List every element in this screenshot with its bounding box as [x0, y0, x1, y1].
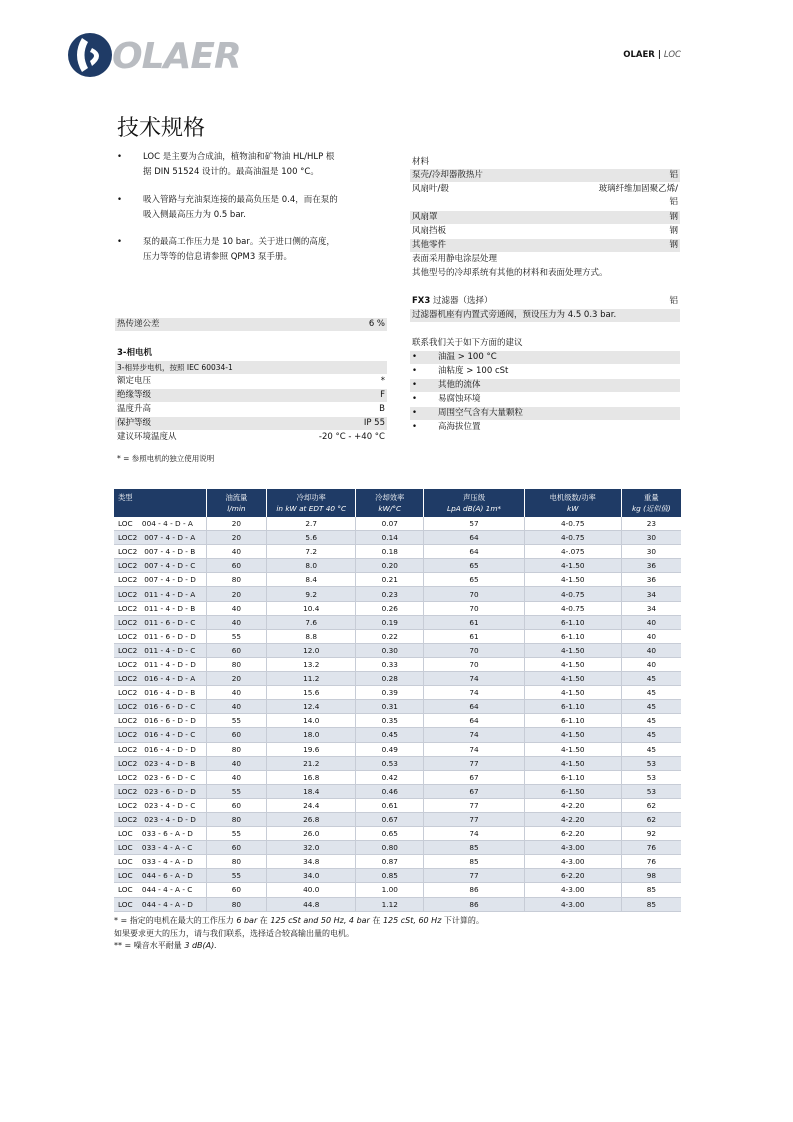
table-cell: 80: [206, 573, 267, 587]
table-cell: 0.65: [356, 827, 424, 841]
col-header-sound: 声压级 LpA dB(A) 1m*: [424, 489, 524, 517]
table-cell: 45: [621, 686, 681, 700]
table-cell: LOC2 023 - 4 - D - B: [114, 756, 206, 770]
table-row: [114, 869, 681, 883]
table-cell: 45: [621, 672, 681, 686]
motor-note: * = 参照电机的独立使用说明: [117, 454, 215, 463]
table-cell: 62: [621, 812, 681, 826]
table-row: [114, 742, 681, 756]
table-cell: 40: [621, 629, 681, 643]
table-cell: LOC2 011 - 6 - D - D: [114, 629, 206, 643]
page-title: 技术规格: [117, 116, 206, 141]
table-cell: 65: [424, 573, 524, 587]
footnote-2: 如果要求更大的压力，请与我们联系，选择适合较高输出量的电机。: [114, 929, 354, 938]
table-cell: LOC2 016 - 4 - D - C: [114, 728, 206, 742]
table-cell: 70: [424, 601, 524, 615]
table-cell: LOC2 011 - 4 - D - A: [114, 587, 206, 601]
table-cell: 44.8: [267, 897, 356, 911]
motor-subtitle: 3-相异步电机，按照 IEC 60034-1: [115, 361, 387, 374]
table-cell: 32.0: [267, 841, 356, 855]
table-cell: 45: [621, 714, 681, 728]
table-cell: LOC2 016 - 6 - D - D: [114, 714, 206, 728]
table-cell: 34: [621, 587, 681, 601]
table-row: [114, 756, 681, 770]
table-cell: 4-2.20: [524, 812, 621, 826]
heat-transfer-row: 热传递公差 6 %: [117, 319, 385, 329]
table-cell: 45: [621, 728, 681, 742]
table-cell: LOC2 016 - 4 - D - D: [114, 742, 206, 756]
table-cell: 0.28: [356, 672, 424, 686]
table-cell: 61: [424, 629, 524, 643]
table-row: [114, 657, 681, 671]
table-cell: 60: [206, 728, 267, 742]
table-cell: 6-2.20: [524, 827, 621, 841]
table-cell: LOC2 011 - 6 - D - C: [114, 615, 206, 629]
table-cell: LOC2 007 - 4 - D - D: [114, 573, 206, 587]
table-cell: 80: [206, 812, 267, 826]
table-cell: 92: [621, 827, 681, 841]
table-cell: 0.23: [356, 587, 424, 601]
header-brand: OLAER | LOC: [623, 50, 681, 60]
table-cell: 40: [206, 545, 267, 559]
table-cell: 74: [424, 742, 524, 756]
materials-row: 风扇罩 钢: [412, 212, 678, 222]
table-row: [114, 841, 681, 855]
table-cell: 34.0: [267, 869, 356, 883]
motor-row: 绝缘等级 F: [117, 390, 385, 400]
materials-title: 材料: [412, 157, 430, 167]
table-cell: 26.8: [267, 812, 356, 826]
table-cell: 0.22: [356, 629, 424, 643]
table-cell: 0.33: [356, 657, 424, 671]
table-cell: 12.4: [267, 700, 356, 714]
table-row: [114, 686, 681, 700]
table-cell: LOC 033 - 4 - A - C: [114, 841, 206, 855]
table-cell: LOC2 016 - 6 - D - C: [114, 700, 206, 714]
table-body: [114, 517, 681, 911]
table-cell: 55: [206, 869, 267, 883]
materials-row: 风扇挡板 钢: [412, 226, 678, 236]
footnote-1: * = 指定的电机在最大的工作压力 6 bar 在 125 cSt and 50 Hz, 4 bar 在 125 cSt, 60 Hz 下计算的。: [114, 916, 484, 925]
table-row: [114, 784, 681, 798]
surface-note: 其他型号的冷却系统有其他的材料和表面处理方式。: [412, 268, 608, 278]
table-cell: 60: [206, 841, 267, 855]
motor-row: 保护等级 IP 55: [117, 418, 385, 428]
table-cell: LOC2 007 - 4 - D - A: [114, 531, 206, 545]
table-cell: 4-0.75: [524, 601, 621, 615]
table-row: [114, 700, 681, 714]
table-cell: 4-1.50: [524, 742, 621, 756]
table-cell: 4-1.50: [524, 686, 621, 700]
table-row: [114, 883, 681, 897]
table-cell: 11.2: [267, 672, 356, 686]
table-cell: 0.85: [356, 869, 424, 883]
table-row: [114, 672, 681, 686]
table-cell: 34.8: [267, 855, 356, 869]
table-row: [114, 827, 681, 841]
table-cell: 23: [621, 517, 681, 531]
table-cell: 0.19: [356, 615, 424, 629]
col-header-type: 类型: [114, 489, 206, 517]
table-row: [114, 559, 681, 573]
fx3-filter-row: FX3 过滤器（选择） 铝: [412, 296, 678, 306]
table-cell: 85: [424, 841, 524, 855]
table-cell: 0.30: [356, 643, 424, 657]
table-cell: 45: [621, 742, 681, 756]
table-cell: 62: [621, 798, 681, 812]
table-cell: 61: [424, 615, 524, 629]
contact-item: • 周围空气含有大量颗粒: [410, 407, 680, 420]
table-cell: 80: [206, 897, 267, 911]
table-cell: 0.61: [356, 798, 424, 812]
table-cell: 21.2: [267, 756, 356, 770]
table-cell: 4-1.50: [524, 643, 621, 657]
table-cell: 80: [206, 742, 267, 756]
contact-item: • 油粘度 > 100 cSt: [412, 366, 509, 376]
table-row: [114, 897, 681, 911]
table-cell: 64: [424, 714, 524, 728]
table-cell: 0.67: [356, 812, 424, 826]
table-cell: 55: [206, 784, 267, 798]
table-cell: LOC2 007 - 4 - D - C: [114, 559, 206, 573]
table-cell: 0.39: [356, 686, 424, 700]
table-cell: 86: [424, 897, 524, 911]
table-cell: 0.80: [356, 841, 424, 855]
table-cell: 0.35: [356, 714, 424, 728]
table-cell: 0.49: [356, 742, 424, 756]
table-cell: 40: [206, 601, 267, 615]
col-header-efficiency: 冷却效率 kW/°C: [356, 489, 424, 517]
table-cell: 53: [621, 784, 681, 798]
table-cell: 53: [621, 770, 681, 784]
table-cell: 4-0.75: [524, 587, 621, 601]
materials-row: 其他零件 钢: [412, 240, 678, 250]
table-cell: 64: [424, 531, 524, 545]
table-cell: 4-2.20: [524, 798, 621, 812]
table-cell: 67: [424, 784, 524, 798]
table-cell: LOC2 011 - 4 - D - D: [114, 657, 206, 671]
table-cell: 10.4: [267, 601, 356, 615]
table-row: [114, 601, 681, 615]
table-cell: 77: [424, 798, 524, 812]
table-cell: 70: [424, 587, 524, 601]
table-cell: 45: [621, 700, 681, 714]
table-cell: 14.0: [267, 714, 356, 728]
table-cell: 53: [621, 756, 681, 770]
table-cell: 8.8: [267, 629, 356, 643]
table-cell: 60: [206, 798, 267, 812]
table-cell: 74: [424, 827, 524, 841]
table-cell: 6-1.10: [524, 700, 621, 714]
table-row: [114, 587, 681, 601]
table-cell: 15.6: [267, 686, 356, 700]
materials-row: 风扇叶/毂 玻璃纤维加固聚乙烯/: [412, 184, 678, 194]
table-cell: 1.12: [356, 897, 424, 911]
table-cell: 85: [621, 883, 681, 897]
table-cell: 77: [424, 756, 524, 770]
table-cell: 60: [206, 883, 267, 897]
table-cell: 0.07: [356, 517, 424, 531]
table-cell: 4-1.50: [524, 657, 621, 671]
table-cell: 4-3.00: [524, 897, 621, 911]
table-cell: 4-0.75: [524, 517, 621, 531]
table-cell: 7.2: [267, 545, 356, 559]
table-cell: 8.0: [267, 559, 356, 573]
col-header-motor: 电机级数/功率 kW: [524, 489, 621, 517]
table-cell: 6-1.10: [524, 629, 621, 643]
table-cell: 4-.075: [524, 545, 621, 559]
table-cell: 55: [206, 629, 267, 643]
table-cell: 18.0: [267, 728, 356, 742]
table-cell: 64: [424, 700, 524, 714]
logo-wordmark: OLAER: [112, 36, 241, 77]
table-cell: 19.6: [267, 742, 356, 756]
table-cell: 40: [206, 686, 267, 700]
table-cell: LOC2 011 - 4 - D - C: [114, 643, 206, 657]
table-cell: 36: [621, 573, 681, 587]
table-cell: LOC 004 - 4 - D - A: [114, 517, 206, 531]
table-cell: 7.6: [267, 615, 356, 629]
table-cell: LOC2 016 - 4 - D - B: [114, 686, 206, 700]
table-cell: 80: [206, 657, 267, 671]
table-row: [114, 545, 681, 559]
table-cell: LOC 044 - 4 - A - D: [114, 897, 206, 911]
table-cell: 74: [424, 728, 524, 742]
table-cell: 26.0: [267, 827, 356, 841]
table-cell: 1.00: [356, 883, 424, 897]
table-cell: 0.87: [356, 855, 424, 869]
table-cell: 40: [621, 657, 681, 671]
table-cell: 34: [621, 601, 681, 615]
table-cell: LOC 033 - 6 - A - D: [114, 827, 206, 841]
table-cell: LOC 044 - 4 - A - C: [114, 883, 206, 897]
contact-item: • 油温 > 100 °C: [410, 351, 680, 364]
table-header-row: [114, 489, 681, 517]
table-cell: 40: [206, 615, 267, 629]
table-cell: 4-0.75: [524, 531, 621, 545]
motor-row: 建议环境温度从 -20 °C - +40 °C: [117, 432, 385, 442]
table-cell: 40: [206, 756, 267, 770]
table-cell: 64: [424, 545, 524, 559]
table-cell: 55: [206, 827, 267, 841]
table-row: [114, 714, 681, 728]
table-cell: 4-1.50: [524, 573, 621, 587]
table-cell: LOC2 023 - 4 - D - C: [114, 798, 206, 812]
table-cell: 30: [621, 531, 681, 545]
contact-item: • 高海拔位置: [412, 422, 481, 432]
table-cell: LOC2 016 - 4 - D - A: [114, 672, 206, 686]
motor-row: 额定电压 *: [117, 376, 385, 386]
table-cell: LOC 044 - 6 - A - D: [114, 869, 206, 883]
table-cell: 16.8: [267, 770, 356, 784]
table-cell: 74: [424, 686, 524, 700]
spec-table: [114, 489, 681, 912]
table-cell: 0.45: [356, 728, 424, 742]
table-cell: 0.20: [356, 559, 424, 573]
col-header-cooling-power: 冷却功率 in kW at EDT 40 °C: [267, 489, 356, 517]
table-cell: LOC2 023 - 6 - D - D: [114, 784, 206, 798]
table-cell: 4-1.50: [524, 728, 621, 742]
table-cell: 36: [621, 559, 681, 573]
motor-row: 温度升高 B: [117, 404, 385, 414]
table-cell: 4-3.00: [524, 855, 621, 869]
table-cell: 0.31: [356, 700, 424, 714]
materials-row: 铝: [669, 197, 678, 207]
table-cell: 55: [206, 714, 267, 728]
table-cell: 13.2: [267, 657, 356, 671]
table-cell: 6-2.20: [524, 869, 621, 883]
table-cell: 9.2: [267, 587, 356, 601]
contact-item: • 其他的流体: [410, 379, 680, 392]
table-cell: 4-3.00: [524, 841, 621, 855]
table-cell: 67: [424, 770, 524, 784]
table-cell: 12.0: [267, 643, 356, 657]
table-cell: 0.46: [356, 784, 424, 798]
contact-title: 联系我们关于如下方面的建议: [412, 338, 523, 348]
table-cell: 4-1.50: [524, 756, 621, 770]
contact-item: • 易腐蚀环境: [412, 394, 481, 404]
table-row: [114, 812, 681, 826]
table-cell: 86: [424, 883, 524, 897]
table-cell: 8.4: [267, 573, 356, 587]
table-row: [114, 798, 681, 812]
table-cell: 0.21: [356, 573, 424, 587]
table-cell: 65: [424, 559, 524, 573]
table-cell: 4-1.50: [524, 559, 621, 573]
table-row: [114, 770, 681, 784]
table-cell: 6-1.10: [524, 615, 621, 629]
table-cell: 6-1.50: [524, 784, 621, 798]
materials-row: 泵壳/冷却器散热片 铝: [412, 170, 678, 180]
table-cell: 77: [424, 869, 524, 883]
table-cell: 98: [621, 869, 681, 883]
table-cell: 40: [206, 700, 267, 714]
table-cell: 5.6: [267, 531, 356, 545]
table-cell: 24.4: [267, 798, 356, 812]
table-cell: 60: [206, 559, 267, 573]
col-header-flow: 油流量 l/min: [206, 489, 267, 517]
table-cell: LOC2 011 - 4 - D - B: [114, 601, 206, 615]
table-cell: 2.7: [267, 517, 356, 531]
table-row: [114, 517, 681, 531]
table-cell: 0.18: [356, 545, 424, 559]
table-cell: 18.4: [267, 784, 356, 798]
surface-treatment: 表面采用静电涂层处理: [412, 254, 498, 264]
table-cell: 30: [621, 545, 681, 559]
table-cell: LOC 033 - 4 - A - D: [114, 855, 206, 869]
table-cell: 76: [621, 841, 681, 855]
table-cell: 0.26: [356, 601, 424, 615]
table-cell: 20: [206, 531, 267, 545]
table-row: [114, 615, 681, 629]
table-cell: 6-1.10: [524, 714, 621, 728]
table-row: [114, 855, 681, 869]
table-cell: LOC2 023 - 6 - D - C: [114, 770, 206, 784]
table-cell: 6-1.10: [524, 770, 621, 784]
table-cell: 77: [424, 812, 524, 826]
table-row: [114, 573, 681, 587]
table-row: [114, 728, 681, 742]
table-cell: 0.53: [356, 756, 424, 770]
table-cell: 4-1.50: [524, 672, 621, 686]
table-cell: 70: [424, 657, 524, 671]
table-cell: LOC2 007 - 4 - D - B: [114, 545, 206, 559]
col-header-weight: 重量 kg (近似值): [621, 489, 681, 517]
table-cell: 60: [206, 643, 267, 657]
table-cell: 57: [424, 517, 524, 531]
table-cell: 0.42: [356, 770, 424, 784]
table-cell: 40: [621, 615, 681, 629]
table-cell: 70: [424, 643, 524, 657]
table-cell: 0.14: [356, 531, 424, 545]
table-cell: 20: [206, 517, 267, 531]
table-cell: 74: [424, 672, 524, 686]
table-cell: 85: [621, 897, 681, 911]
table-cell: 40: [206, 770, 267, 784]
table-cell: 20: [206, 587, 267, 601]
table-row: [114, 629, 681, 643]
table-row: [114, 531, 681, 545]
footnote-3: ** = 噪音水平耐量 3 dB(A).: [114, 941, 217, 950]
table-cell: LOC2 023 - 4 - D - D: [114, 812, 206, 826]
table-cell: 76: [621, 855, 681, 869]
table-cell: 80: [206, 855, 267, 869]
motor-title: 3-相电机: [117, 348, 152, 358]
table-cell: 40: [621, 643, 681, 657]
fx3-filter-note: 过滤器机座有内置式旁通阀，预设压力为 4.5 0.3 bar.: [410, 309, 680, 322]
table-row: [114, 643, 681, 657]
table-cell: 85: [424, 855, 524, 869]
table-cell: 20: [206, 672, 267, 686]
table-cell: 4-3.00: [524, 883, 621, 897]
table-cell: 40.0: [267, 883, 356, 897]
